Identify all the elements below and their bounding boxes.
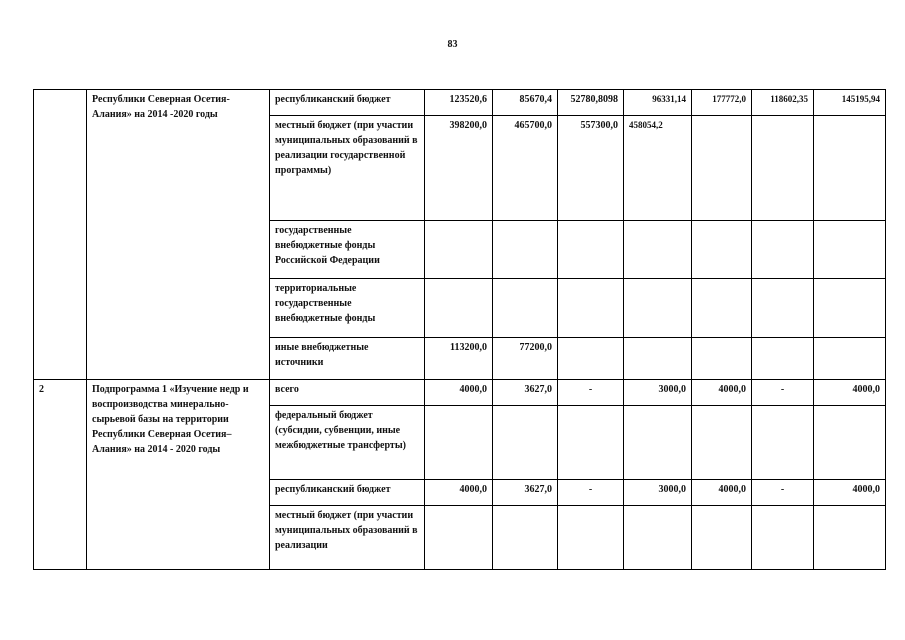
value-cell: 465700,0 bbox=[493, 116, 558, 221]
value-cell: 123520,6 bbox=[425, 90, 493, 116]
value-cell bbox=[692, 116, 752, 221]
funding-source-cell: местный бюджет (при участии муниципальных образований в реализации государственной программы) bbox=[270, 116, 425, 221]
value-cell bbox=[752, 116, 814, 221]
value-cell: - bbox=[558, 380, 624, 406]
value-cell: 3000,0 bbox=[624, 480, 692, 506]
value-cell: - bbox=[558, 480, 624, 506]
program-name-cell: Подпрограмма 1 «Изучение недр и воспроизводства минерально-сырьевой базы на территории Республики Северная Осетия–Алания» на 2014 - 2020 годы bbox=[87, 380, 270, 570]
value-cell: 113200,0 bbox=[425, 338, 493, 380]
row-number-cell bbox=[34, 90, 87, 380]
value-cell bbox=[752, 279, 814, 338]
page-number: 83 bbox=[447, 39, 458, 50]
value-cell: 118602,35 bbox=[752, 90, 814, 116]
value-cell bbox=[624, 406, 692, 480]
value-cell bbox=[558, 506, 624, 570]
value-cell bbox=[752, 406, 814, 480]
value-cell: 4000,0 bbox=[425, 380, 493, 406]
value-cell: 3627,0 bbox=[493, 480, 558, 506]
value-cell bbox=[493, 506, 558, 570]
value-cell bbox=[558, 338, 624, 380]
funding-source-cell: республиканский бюджет bbox=[270, 90, 425, 116]
table-row bbox=[34, 90, 886, 116]
value-cell bbox=[558, 221, 624, 279]
value-cell bbox=[692, 221, 752, 279]
value-cell bbox=[425, 279, 493, 338]
value-cell bbox=[752, 221, 814, 279]
funding-source-cell: территориальные государственные внебюджетные фонды bbox=[270, 279, 425, 338]
funding-source-cell: государственные внебюджетные фонды Российской Федерации bbox=[270, 221, 425, 279]
value-cell: 96331,14 bbox=[624, 90, 692, 116]
value-cell: 4000,0 bbox=[692, 480, 752, 506]
value-cell bbox=[814, 406, 886, 480]
funding-source-cell: республиканский бюджет bbox=[270, 480, 425, 506]
funding-source-cell: местный бюджет (при участии муниципальных образований в реализации bbox=[270, 506, 425, 570]
value-cell bbox=[692, 506, 752, 570]
value-cell: 85670,4 bbox=[493, 90, 558, 116]
value-cell: 3000,0 bbox=[624, 380, 692, 406]
value-cell: 3627,0 bbox=[493, 380, 558, 406]
value-cell bbox=[558, 279, 624, 338]
value-cell: 145195,94 bbox=[814, 90, 886, 116]
value-cell bbox=[493, 221, 558, 279]
value-cell: 52780,8098 bbox=[558, 90, 624, 116]
value-cell bbox=[814, 506, 886, 570]
value-cell bbox=[814, 116, 886, 221]
value-cell bbox=[425, 406, 493, 480]
value-cell: 177772,0 bbox=[692, 90, 752, 116]
program-name-cell: Республики Северная Осетия-Алания» на 2014 -2020 годы bbox=[87, 90, 270, 380]
value-cell: 4000,0 bbox=[814, 480, 886, 506]
funding-source-cell: всего bbox=[270, 380, 425, 406]
value-cell bbox=[624, 338, 692, 380]
value-cell: 77200,0 bbox=[493, 338, 558, 380]
funding-source-cell: иные внебюджетные источники bbox=[270, 338, 425, 380]
value-cell bbox=[425, 506, 493, 570]
value-cell bbox=[624, 221, 692, 279]
value-cell bbox=[425, 221, 493, 279]
value-cell: 557300,0 bbox=[558, 116, 624, 221]
value-cell bbox=[752, 338, 814, 380]
value-cell bbox=[692, 279, 752, 338]
row-number-cell: 2 bbox=[34, 380, 87, 570]
value-cell bbox=[493, 406, 558, 480]
value-cell: - bbox=[752, 480, 814, 506]
value-cell bbox=[624, 279, 692, 338]
value-cell: 4000,0 bbox=[692, 380, 752, 406]
value-cell bbox=[692, 338, 752, 380]
value-cell bbox=[692, 406, 752, 480]
value-cell: - bbox=[752, 380, 814, 406]
table-row bbox=[34, 380, 886, 406]
value-cell bbox=[624, 506, 692, 570]
value-cell bbox=[752, 506, 814, 570]
value-cell bbox=[814, 221, 886, 279]
value-cell bbox=[493, 279, 558, 338]
value-cell: 398200,0 bbox=[425, 116, 493, 221]
value-cell bbox=[814, 279, 886, 338]
value-cell: 458054,2 bbox=[624, 116, 692, 221]
funding-source-cell: федеральный бюджет (субсидии, субвенции, иные межбюджетные трансферты) bbox=[270, 406, 425, 480]
value-cell bbox=[558, 406, 624, 480]
value-cell bbox=[814, 338, 886, 380]
budget-table bbox=[33, 89, 886, 570]
value-cell: 4000,0 bbox=[425, 480, 493, 506]
value-cell: 4000,0 bbox=[814, 380, 886, 406]
